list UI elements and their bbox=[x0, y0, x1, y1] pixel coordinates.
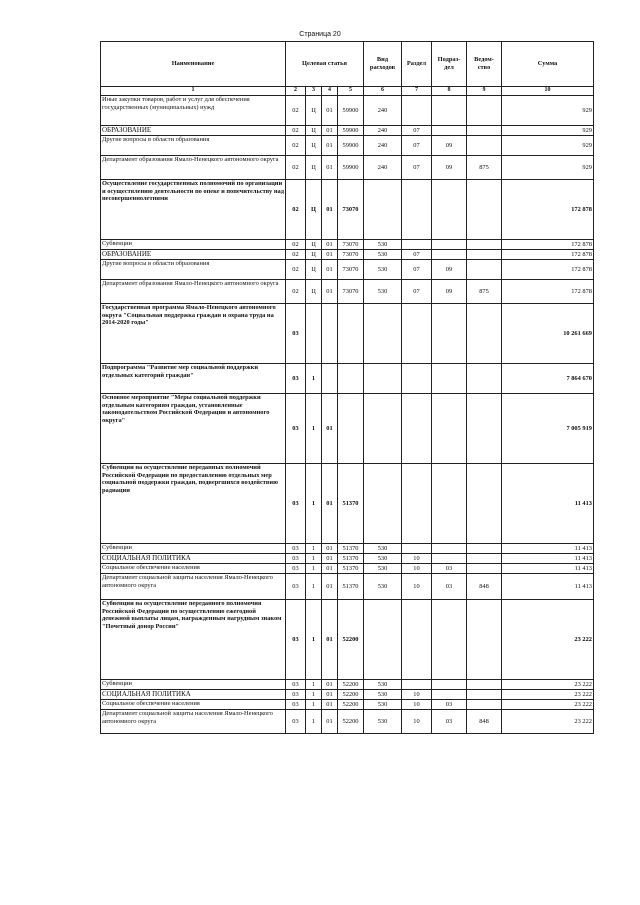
table-row bbox=[101, 710, 594, 734]
row-code-c8 bbox=[432, 544, 467, 554]
row-code-c4: 01 bbox=[322, 600, 338, 680]
row-code-c8 bbox=[432, 680, 467, 690]
row-code-c2: 03 bbox=[286, 600, 306, 680]
row-code-c8 bbox=[432, 304, 467, 364]
row-code-c4 bbox=[322, 364, 338, 394]
row-code-c6: 530 bbox=[364, 680, 402, 690]
row-name: СОЦИАЛЬНАЯ ПОЛИТИКА bbox=[101, 690, 286, 700]
row-code-c4: 01 bbox=[322, 260, 338, 280]
table-row bbox=[101, 180, 594, 240]
row-code-c3: Ц bbox=[306, 136, 322, 156]
row-code-c5: 51370 bbox=[338, 464, 364, 544]
column-number: 9 bbox=[467, 87, 502, 96]
column-number: 10 bbox=[502, 87, 594, 96]
row-code-c7: 10 bbox=[402, 574, 432, 600]
row-code-c9: 848 bbox=[467, 574, 502, 600]
column-number: 1 bbox=[101, 87, 286, 96]
row-code-c4: 01 bbox=[322, 394, 338, 464]
row-code-c9 bbox=[467, 136, 502, 156]
row-code-c3: Ц bbox=[306, 96, 322, 126]
row-code-c7: 10 bbox=[402, 690, 432, 700]
row-sum: 23 222 bbox=[502, 600, 594, 680]
table-row bbox=[101, 600, 594, 680]
row-name: Субвенции bbox=[101, 544, 286, 554]
row-code-c9 bbox=[467, 600, 502, 680]
row-sum: 23 222 bbox=[502, 690, 594, 700]
row-code-c3: 1 bbox=[306, 564, 322, 574]
row-sum: 172 878 bbox=[502, 260, 594, 280]
row-code-c2: 02 bbox=[286, 280, 306, 304]
row-code-c7 bbox=[402, 180, 432, 240]
row-code-c6: 530 bbox=[364, 240, 402, 250]
row-code-c7: 10 bbox=[402, 564, 432, 574]
row-code-c7: 10 bbox=[402, 710, 432, 734]
row-code-c7 bbox=[402, 394, 432, 464]
table-row bbox=[101, 564, 594, 574]
row-code-c3: 1 bbox=[306, 364, 322, 394]
row-code-c6: 530 bbox=[364, 710, 402, 734]
row-name: Субвенции на осуществление переданных полномочий Российской Федерации по предоставлению отдельных мер социальной поддержки граждан, подвергшихся воздействию радиации bbox=[101, 464, 286, 544]
row-code-c4: 01 bbox=[322, 554, 338, 564]
row-code-c7: 07 bbox=[402, 126, 432, 136]
row-code-c3: 1 bbox=[306, 554, 322, 564]
row-code-c9 bbox=[467, 96, 502, 126]
row-code-c4: 01 bbox=[322, 126, 338, 136]
row-code-c6: 530 bbox=[364, 574, 402, 600]
row-name: СОЦИАЛЬНАЯ ПОЛИТИКА bbox=[101, 554, 286, 564]
row-code-c8: 03 bbox=[432, 710, 467, 734]
row-code-c4: 01 bbox=[322, 180, 338, 240]
row-code-c3: Ц bbox=[306, 260, 322, 280]
row-code-c5: 52200 bbox=[338, 700, 364, 710]
row-code-c8: 09 bbox=[432, 260, 467, 280]
row-code-c2: 03 bbox=[286, 700, 306, 710]
row-sum: 11 413 bbox=[502, 564, 594, 574]
row-code-c5: 59900 bbox=[338, 156, 364, 180]
row-code-c6 bbox=[364, 464, 402, 544]
row-code-c9 bbox=[467, 250, 502, 260]
header-expense-type: Вид расходов bbox=[364, 42, 402, 87]
row-code-c9 bbox=[467, 700, 502, 710]
table-row bbox=[101, 680, 594, 690]
row-code-c8 bbox=[432, 96, 467, 126]
row-code-c9 bbox=[467, 260, 502, 280]
row-code-c9 bbox=[467, 690, 502, 700]
table-row bbox=[101, 260, 594, 280]
table-body bbox=[101, 96, 594, 734]
row-code-c3: 1 bbox=[306, 544, 322, 554]
row-name: Социальное обеспечение населения bbox=[101, 700, 286, 710]
row-code-c9: 848 bbox=[467, 710, 502, 734]
row-code-c2: 03 bbox=[286, 574, 306, 600]
row-code-c4 bbox=[322, 304, 338, 364]
column-number: 6 bbox=[364, 87, 402, 96]
table-row bbox=[101, 394, 594, 464]
row-code-c6: 240 bbox=[364, 126, 402, 136]
table-row bbox=[101, 364, 594, 394]
row-sum: 7 864 670 bbox=[502, 364, 594, 394]
row-code-c7 bbox=[402, 304, 432, 364]
row-code-c4: 01 bbox=[322, 710, 338, 734]
row-name: Департамент образования Ямало-Ненецкого автономного округа bbox=[101, 280, 286, 304]
row-name: Подпрограмма "Развитие мер социальной поддержки отдельных категорий граждан" bbox=[101, 364, 286, 394]
row-code-c4: 01 bbox=[322, 464, 338, 544]
row-name: Департамент социальной защиты населения Ямало-Ненецкого автономного округа bbox=[101, 574, 286, 600]
table-row bbox=[101, 280, 594, 304]
row-code-c5: 73070 bbox=[338, 260, 364, 280]
row-code-c2: 03 bbox=[286, 394, 306, 464]
row-code-c6: 240 bbox=[364, 136, 402, 156]
row-code-c3: 1 bbox=[306, 710, 322, 734]
row-code-c8: 09 bbox=[432, 156, 467, 180]
row-code-c3: Ц bbox=[306, 156, 322, 180]
row-code-c8 bbox=[432, 180, 467, 240]
row-sum: 172 878 bbox=[502, 240, 594, 250]
row-code-c2: 03 bbox=[286, 554, 306, 564]
row-name: Субвенции bbox=[101, 680, 286, 690]
row-name: Другие вопросы в области образования bbox=[101, 260, 286, 280]
row-sum: 172 878 bbox=[502, 180, 594, 240]
row-code-c5: 51370 bbox=[338, 554, 364, 564]
row-code-c6: 530 bbox=[364, 260, 402, 280]
table-row bbox=[101, 574, 594, 600]
table-row bbox=[101, 464, 594, 544]
row-name: Иные закупки товаров, работ и услуг для обеспечения государственных (муниципальных) нужд bbox=[101, 96, 286, 126]
row-code-c6 bbox=[364, 394, 402, 464]
row-code-c2: 02 bbox=[286, 136, 306, 156]
row-code-c5: 52200 bbox=[338, 690, 364, 700]
row-sum: 929 bbox=[502, 96, 594, 126]
header-target-article: Целевая статья bbox=[286, 42, 364, 87]
row-code-c3: 1 bbox=[306, 680, 322, 690]
row-code-c4: 01 bbox=[322, 544, 338, 554]
row-code-c3: Ц bbox=[306, 250, 322, 260]
row-code-c2: 03 bbox=[286, 680, 306, 690]
row-name: Департамент образования Ямало-Ненецкого автономного округа bbox=[101, 156, 286, 180]
row-code-c6: 530 bbox=[364, 690, 402, 700]
row-code-c3: 1 bbox=[306, 464, 322, 544]
row-code-c4: 01 bbox=[322, 564, 338, 574]
table-row bbox=[101, 250, 594, 260]
row-code-c8: 03 bbox=[432, 700, 467, 710]
row-code-c2: 03 bbox=[286, 690, 306, 700]
row-sum: 172 878 bbox=[502, 250, 594, 260]
row-name: Субвенции bbox=[101, 240, 286, 250]
row-sum: 11 413 bbox=[502, 544, 594, 554]
row-code-c9 bbox=[467, 180, 502, 240]
row-code-c6: 530 bbox=[364, 250, 402, 260]
row-code-c4: 01 bbox=[322, 574, 338, 600]
row-code-c8: 09 bbox=[432, 280, 467, 304]
row-code-c4: 01 bbox=[322, 240, 338, 250]
row-code-c2: 02 bbox=[286, 156, 306, 180]
row-name: Департамент социальной защиты населения Ямало-Ненецкого автономного округа bbox=[101, 710, 286, 734]
row-name: Осуществление государственных полномочий по организации и осуществлению деятельности по опеке и попечительству над несовершеннолетними bbox=[101, 180, 286, 240]
row-code-c5: 52200 bbox=[338, 600, 364, 680]
row-code-c3: 1 bbox=[306, 600, 322, 680]
row-code-c5 bbox=[338, 394, 364, 464]
row-code-c4: 01 bbox=[322, 250, 338, 260]
row-code-c3: 1 bbox=[306, 574, 322, 600]
row-code-c4: 01 bbox=[322, 690, 338, 700]
row-code-c2: 03 bbox=[286, 364, 306, 394]
row-code-c3: Ц bbox=[306, 240, 322, 250]
header-row bbox=[101, 42, 594, 87]
column-number: 4 bbox=[322, 87, 338, 96]
table-row bbox=[101, 304, 594, 364]
row-code-c7: 07 bbox=[402, 280, 432, 304]
row-name: ОБРАЗОВАНИЕ bbox=[101, 126, 286, 136]
row-code-c2: 02 bbox=[286, 126, 306, 136]
table-row bbox=[101, 156, 594, 180]
row-code-c9 bbox=[467, 544, 502, 554]
row-code-c9: 875 bbox=[467, 156, 502, 180]
row-code-c7 bbox=[402, 96, 432, 126]
row-code-c9 bbox=[467, 240, 502, 250]
row-code-c3: 1 bbox=[306, 394, 322, 464]
row-code-c5: 73070 bbox=[338, 180, 364, 240]
row-code-c5: 51370 bbox=[338, 574, 364, 600]
row-code-c5: 73070 bbox=[338, 280, 364, 304]
row-sum: 7 005 919 bbox=[502, 394, 594, 464]
row-code-c5: 52200 bbox=[338, 710, 364, 734]
row-code-c6: 530 bbox=[364, 554, 402, 564]
row-code-c9 bbox=[467, 680, 502, 690]
row-code-c8 bbox=[432, 126, 467, 136]
row-code-c7: 10 bbox=[402, 700, 432, 710]
row-code-c7 bbox=[402, 364, 432, 394]
row-code-c5 bbox=[338, 304, 364, 364]
row-code-c8: 03 bbox=[432, 574, 467, 600]
column-number: 3 bbox=[306, 87, 322, 96]
table-row bbox=[101, 96, 594, 126]
column-number: 8 bbox=[432, 87, 467, 96]
table-row bbox=[101, 240, 594, 250]
row-name: Другие вопросы в области образования bbox=[101, 136, 286, 156]
row-code-c6: 530 bbox=[364, 564, 402, 574]
row-name: Государственная программа Ямало-Ненецкого автономного округа "Социальная поддержка граждан и охрана труда на 2014-2020 годы" bbox=[101, 304, 286, 364]
row-code-c6: 240 bbox=[364, 156, 402, 180]
row-code-c9 bbox=[467, 464, 502, 544]
row-code-c5: 51370 bbox=[338, 544, 364, 554]
row-code-c3: Ц bbox=[306, 180, 322, 240]
row-code-c8 bbox=[432, 690, 467, 700]
row-code-c9 bbox=[467, 554, 502, 564]
row-code-c3 bbox=[306, 304, 322, 364]
row-sum: 11 413 bbox=[502, 554, 594, 564]
row-code-c6: 530 bbox=[364, 700, 402, 710]
row-code-c7: 07 bbox=[402, 260, 432, 280]
row-code-c5: 59900 bbox=[338, 136, 364, 156]
row-sum: 23 222 bbox=[502, 710, 594, 734]
row-code-c6 bbox=[364, 304, 402, 364]
row-name: Социальное обеспечение населения bbox=[101, 564, 286, 574]
row-sum: 10 261 669 bbox=[502, 304, 594, 364]
row-name: Субвенции на осуществление переданного полномочия Российской Федерации по осуществлению ежегодной денежной выплаты лицам, награжденным нагрудным знаком "Почетный донор России" bbox=[101, 600, 286, 680]
row-code-c6: 240 bbox=[364, 96, 402, 126]
table-row bbox=[101, 544, 594, 554]
row-code-c5: 52200 bbox=[338, 680, 364, 690]
row-code-c8 bbox=[432, 250, 467, 260]
row-code-c9 bbox=[467, 394, 502, 464]
row-code-c2: 02 bbox=[286, 260, 306, 280]
row-code-c5: 73070 bbox=[338, 240, 364, 250]
row-code-c7 bbox=[402, 600, 432, 680]
column-number-row bbox=[101, 87, 594, 96]
row-code-c7 bbox=[402, 680, 432, 690]
row-code-c5: 73070 bbox=[338, 250, 364, 260]
row-sum: 929 bbox=[502, 156, 594, 180]
row-code-c6 bbox=[364, 180, 402, 240]
row-code-c6: 530 bbox=[364, 280, 402, 304]
row-code-c2: 02 bbox=[286, 250, 306, 260]
row-name: Основное мероприятие "Меры социальной поддержки отдельным категориям граждан, установленные законодательством Российской Федерации и автономного округа" bbox=[101, 394, 286, 464]
page-label: Страница 20 bbox=[299, 31, 341, 38]
row-sum: 172 878 bbox=[502, 280, 594, 304]
row-code-c7 bbox=[402, 240, 432, 250]
row-code-c7: 07 bbox=[402, 156, 432, 180]
header-department: Ведом-ство bbox=[467, 42, 502, 87]
header-subsection: Подраз-дел bbox=[432, 42, 467, 87]
row-code-c8 bbox=[432, 600, 467, 680]
row-code-c3: Ц bbox=[306, 126, 322, 136]
row-code-c8 bbox=[432, 394, 467, 464]
row-code-c2: 03 bbox=[286, 544, 306, 554]
table-row bbox=[101, 126, 594, 136]
row-code-c8 bbox=[432, 554, 467, 564]
row-code-c9 bbox=[467, 364, 502, 394]
row-code-c3: 1 bbox=[306, 690, 322, 700]
row-code-c5: 59900 bbox=[338, 96, 364, 126]
row-sum: 23 222 bbox=[502, 680, 594, 690]
row-code-c4: 01 bbox=[322, 280, 338, 304]
row-code-c5: 51370 bbox=[338, 564, 364, 574]
row-code-c4: 01 bbox=[322, 680, 338, 690]
row-code-c2: 02 bbox=[286, 180, 306, 240]
column-number: 7 bbox=[402, 87, 432, 96]
row-code-c9: 875 bbox=[467, 280, 502, 304]
row-code-c9 bbox=[467, 126, 502, 136]
row-code-c3: Ц bbox=[306, 280, 322, 304]
row-code-c7: 10 bbox=[402, 554, 432, 564]
row-code-c4: 01 bbox=[322, 136, 338, 156]
row-code-c2: 03 bbox=[286, 464, 306, 544]
row-code-c9 bbox=[467, 564, 502, 574]
table-row bbox=[101, 700, 594, 710]
row-sum: 929 bbox=[502, 136, 594, 156]
row-code-c7 bbox=[402, 464, 432, 544]
column-number: 5 bbox=[338, 87, 364, 96]
row-sum: 23 222 bbox=[502, 700, 594, 710]
row-sum: 11 413 bbox=[502, 464, 594, 544]
row-code-c7 bbox=[402, 544, 432, 554]
row-code-c4: 01 bbox=[322, 96, 338, 126]
row-code-c6 bbox=[364, 600, 402, 680]
row-code-c9 bbox=[467, 304, 502, 364]
row-code-c2: 03 bbox=[286, 564, 306, 574]
row-code-c6 bbox=[364, 364, 402, 394]
row-sum: 11 413 bbox=[502, 574, 594, 600]
row-code-c7: 07 bbox=[402, 250, 432, 260]
row-code-c3: 1 bbox=[306, 700, 322, 710]
row-code-c8: 09 bbox=[432, 136, 467, 156]
row-code-c2: 03 bbox=[286, 304, 306, 364]
column-number: 2 bbox=[286, 87, 306, 96]
row-code-c4: 01 bbox=[322, 156, 338, 180]
budget-table bbox=[100, 41, 594, 734]
row-code-c7: 07 bbox=[402, 136, 432, 156]
row-code-c5: 59900 bbox=[338, 126, 364, 136]
table-row bbox=[101, 136, 594, 156]
row-code-c2: 02 bbox=[286, 240, 306, 250]
row-code-c2: 02 bbox=[286, 96, 306, 126]
row-code-c8 bbox=[432, 240, 467, 250]
row-sum: 929 bbox=[502, 126, 594, 136]
row-name: ОБРАЗОВАНИЕ bbox=[101, 250, 286, 260]
row-code-c5 bbox=[338, 364, 364, 394]
row-code-c8: 03 bbox=[432, 564, 467, 574]
row-code-c8 bbox=[432, 364, 467, 394]
header-name: Наименование bbox=[101, 42, 286, 87]
row-code-c8 bbox=[432, 464, 467, 544]
row-code-c2: 03 bbox=[286, 710, 306, 734]
row-code-c4: 01 bbox=[322, 700, 338, 710]
header-sum: Сумма bbox=[502, 42, 594, 87]
table-row bbox=[101, 554, 594, 564]
table-row bbox=[101, 690, 594, 700]
header-section: Раздел bbox=[402, 42, 432, 87]
row-code-c6: 530 bbox=[364, 544, 402, 554]
